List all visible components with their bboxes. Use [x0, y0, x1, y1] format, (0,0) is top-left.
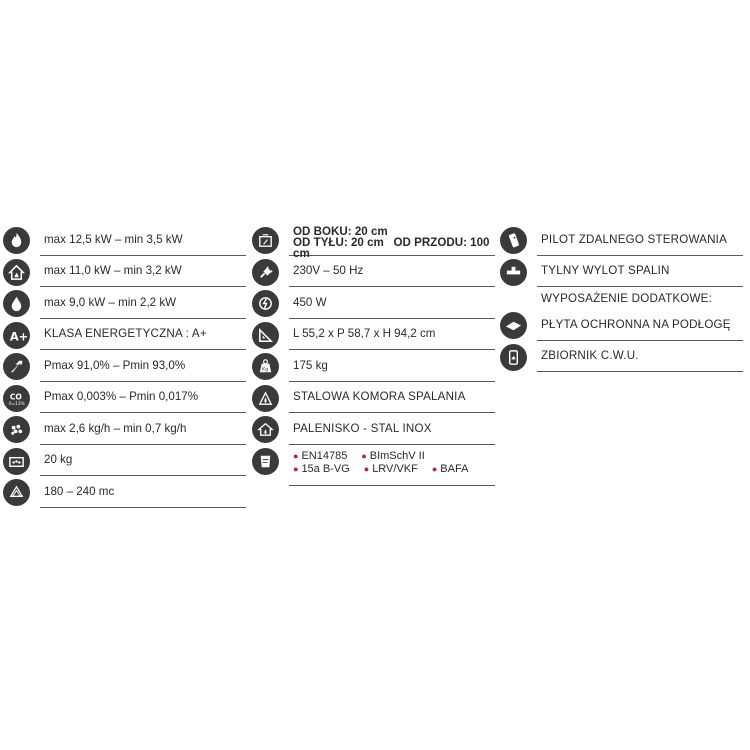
- spec-value: PILOT ZDALNEGO STEROWANIA: [537, 224, 743, 256]
- spec-value: Pmax 0,003% – Pmin 0,017%: [40, 382, 246, 414]
- accessories-header: [500, 287, 743, 309]
- spec-row-weight: [252, 350, 495, 382]
- floor-plate-icon: [500, 312, 527, 339]
- spec-row-co-emission: [3, 382, 246, 414]
- spec-row-distances: [252, 224, 495, 260]
- hot-water-tank-icon: [500, 344, 527, 371]
- norm-bafa: BAFA: [440, 462, 469, 475]
- accessories-label: WYPOSAŻENIE DODATKOWE:: [541, 291, 713, 305]
- spec-row-exhaust: [500, 256, 743, 288]
- weight-icon: [252, 353, 279, 380]
- power-consumption-icon: [252, 290, 279, 317]
- spec-row-water-power: [3, 287, 246, 319]
- co-icon-text: CO: [9, 391, 22, 401]
- distance-side: OD BOKU: 20 cm: [293, 225, 388, 238]
- spec-row-fuel-consumption: [3, 413, 246, 445]
- distance-front: OD PRZODU: 100 cm: [293, 236, 490, 260]
- spec-value: STALOWA KOMORA SPALANIA: [289, 382, 495, 414]
- spec-value: max 9,0 kW – min 2,2 kW: [40, 287, 246, 319]
- heated-volume-icon: [3, 479, 30, 506]
- clearance-icon: [252, 227, 279, 254]
- efficiency-arrow-icon: [3, 353, 30, 380]
- norm-en14785: EN14785: [301, 449, 348, 462]
- spec-row-room-power: [3, 256, 246, 288]
- spec-value: Pmax 91,0% – Pmin 93,0%: [40, 350, 246, 382]
- spec-row-dimensions: [252, 319, 495, 351]
- spec-value: KLASA ENERGETYCZNA : A+: [40, 319, 246, 351]
- pellet-tank-icon: [3, 448, 30, 475]
- spec-column-equipment: [500, 224, 743, 372]
- spec-value: max 11,0 kW – min 3,2 kW: [40, 256, 246, 288]
- spec-value: L 55,2 x P 58,7 x H 94,2 cm: [289, 319, 495, 351]
- water-drop-icon: [3, 290, 30, 317]
- dimensions-icon: [252, 322, 279, 349]
- distance-back: OD TYŁU: 20 cm: [293, 236, 384, 249]
- power-plug-icon: [252, 259, 279, 286]
- spec-row-power-supply: [252, 256, 495, 288]
- spec-row-remote: [500, 224, 743, 256]
- spec-row-nominal-power: [3, 224, 246, 256]
- spec-value: PALENISKO - STAL INOX: [289, 413, 495, 445]
- norm-15a-bvg: 15a B-VG: [301, 462, 350, 475]
- spec-value: PŁYTA OCHRONNA NA PODŁOGĘ: [537, 309, 743, 341]
- house-heat-icon: [3, 259, 30, 286]
- energy-class-icon: [3, 322, 30, 349]
- spec-value: 175 kg: [289, 350, 495, 382]
- spec-row-floor-plate: [500, 309, 743, 341]
- energy-class-icon-text: A+: [9, 328, 29, 343]
- spec-value: ZBIORNIK C.W.U.: [537, 341, 743, 373]
- spec-row-steel-chamber: [252, 382, 495, 414]
- spec-column-heating: [3, 224, 246, 508]
- spec-value: max 2,6 kg/h – min 0,7 kg/h: [40, 413, 246, 445]
- spec-row-water-tank: [500, 341, 743, 373]
- co-emission-icon: [3, 385, 30, 412]
- firebox-icon: [252, 416, 279, 443]
- spec-value: 450 W: [289, 287, 495, 319]
- steel-chamber-icon: [252, 385, 279, 412]
- spec-row-norms: ● EN14785 ● BImSchV II ● 15a B-VG ● LRV/VKF ● BAFA: [252, 445, 495, 486]
- flame-icon: [3, 227, 30, 254]
- spec-row-tank-capacity: [3, 445, 246, 477]
- spec-value: 230V – 50 Hz: [289, 256, 495, 288]
- spec-row-heated-volume: [3, 476, 246, 508]
- remote-control-icon: [500, 227, 527, 254]
- pellets-icon: [3, 416, 30, 443]
- spec-value: max 12,5 kW – min 3,5 kW: [40, 224, 246, 256]
- spec-row-energy-class: [3, 319, 246, 351]
- spec-column-technical: [252, 224, 495, 486]
- co-icon-sub: 0=13%: [8, 401, 25, 407]
- rear-exhaust-icon: [500, 259, 527, 286]
- certificate-icon: [252, 448, 279, 475]
- norm-lrv-vkf: LRV/VKF: [372, 462, 418, 475]
- spec-value: TYLNY WYLOT SPALIN: [537, 256, 743, 288]
- norm-bimschv: BImSchV II: [369, 449, 425, 462]
- weight-icon-text: Kg: [262, 367, 269, 373]
- spec-row-efficiency: [3, 350, 246, 382]
- spec-row-firebox: [252, 413, 495, 445]
- spec-row-power-consumption: [252, 287, 495, 319]
- spec-value: 180 – 240 mc: [40, 476, 246, 508]
- spec-value: 20 kg: [40, 445, 246, 477]
